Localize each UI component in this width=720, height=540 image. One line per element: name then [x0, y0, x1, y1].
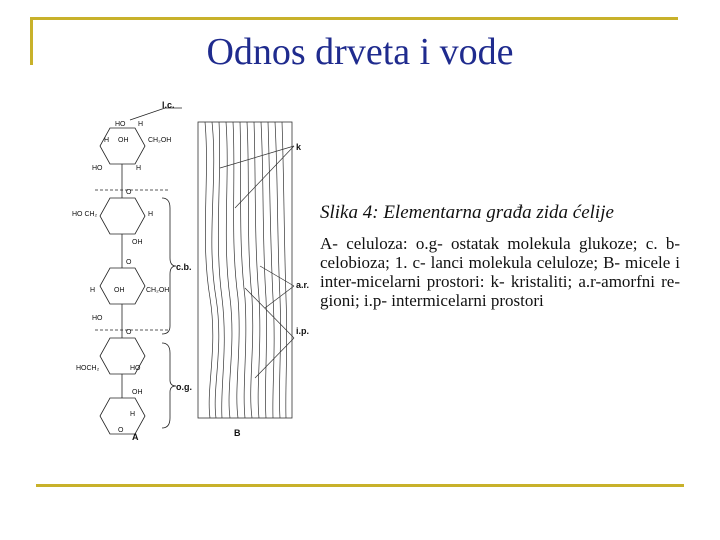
chem-label: O: [126, 259, 132, 266]
callout-k: k: [296, 142, 302, 152]
chem-label: H: [138, 121, 144, 128]
figure-label-b: B: [234, 428, 241, 438]
micelle-strands-diagram: [198, 122, 294, 418]
chem-label: HO: [92, 315, 103, 322]
chem-label: O: [126, 189, 132, 196]
chem-label: CH₂OH: [148, 137, 172, 144]
callout-ar: a.r.: [296, 280, 310, 290]
callout-lc: l.c.: [162, 100, 175, 110]
chem-label: HO CH₂: [72, 211, 98, 218]
chem-label: CH₂OH: [146, 287, 170, 294]
chem-label: O: [126, 329, 132, 336]
figure-label-a: A: [132, 432, 139, 442]
slide-title: Odnos drveta i vode: [206, 31, 514, 73]
chem-label: OH: [114, 287, 125, 294]
chem-label: OH: [118, 137, 129, 144]
glucose-ring: [100, 128, 145, 164]
chem-label: H: [104, 137, 110, 144]
chem-label: H: [90, 287, 96, 294]
callout-cb: c.b.: [176, 262, 192, 272]
chem-label: HO: [130, 365, 141, 372]
frame-bottom-line: [36, 484, 684, 487]
glucose-ring: [100, 268, 145, 304]
chem-label: OH: [132, 389, 143, 396]
figure-caption: [320, 200, 680, 310]
frame-top-line: [30, 17, 678, 20]
callout-ip: i.p.: [296, 326, 309, 336]
cell-wall-figure: [70, 98, 320, 443]
chem-label: H: [130, 411, 136, 418]
callout-og: o.g.: [176, 382, 192, 392]
chem-label: H: [148, 211, 154, 218]
chem-label: HO: [92, 165, 103, 172]
cellulose-chain-diagram: [95, 108, 182, 434]
caption-body: A- celuloza: o.g- ostatak molekula glukoze; c. b- celobioza; 1. c- lanci molekula celuloze; B- micele i inter-micelarni prostori: k- kristaliti; a.r-amorfni re-gioni; i.p- intermicelarni prostori: [320, 234, 680, 310]
glucose-ring: [100, 198, 145, 234]
caption-title: Slika 4: Elementarna građa zida ćelije: [320, 202, 614, 223]
chem-label: HO: [115, 121, 126, 128]
chem-label: OH: [132, 239, 143, 246]
chem-label: H: [136, 165, 142, 172]
chem-label: HOCH₂: [76, 365, 100, 372]
chem-label: O: [118, 427, 124, 434]
